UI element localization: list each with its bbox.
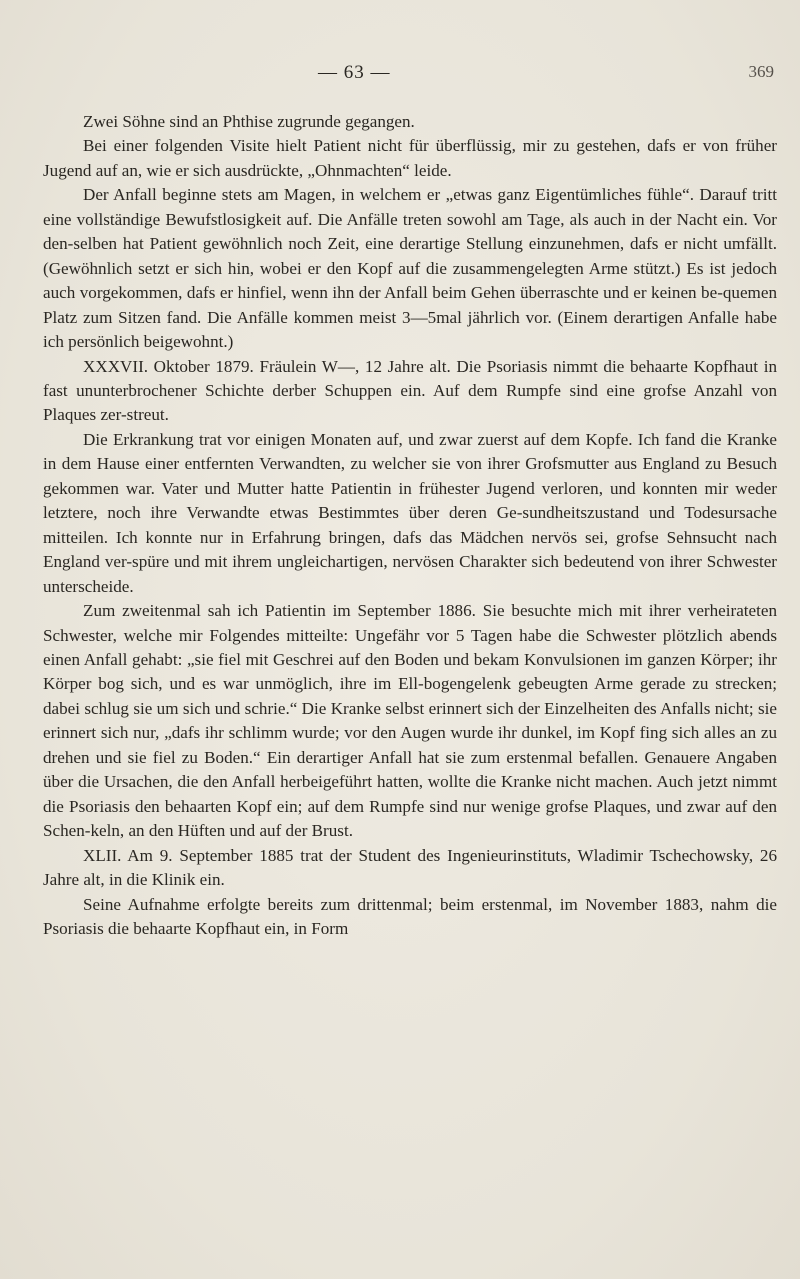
paragraph: Der Anfall beginne stets am Magen, in welchem er „etwas ganz Eigentümliches fühle“. Darauf tritt eine vollständige Bewufstlosigkeit auf. Die Anfälle treten sowohl am Tage, als auch in der Nacht ein. Vor den-selben hat Patient gewöhnlich noch Zeit, eine derartige Stellung einzunehmen, dafs er nicht umfällt. (Gewöhnlich setzt er sich hin, wobei er den Kopf auf die zusammengelegten Arme stützt.) Es ist jedoch auch vorgekommen, dafs er hinfiel, wenn ihn der Anfall beim Gehen überraschte und er keinen be-quemen Platz zum Sitzen fand. Die Anfälle kommen meist 3—5mal jährlich vor. (Einem derartigen Anfalle habe ich persönlich beigewohnt.) xyxy=(43,185,777,352)
paragraph: Seine Aufnahme erfolgte bereits zum drittenmal; beim erstenmal, im November 1883, nahm die Psoriasis die behaarte Kopfhaut ein, in Form xyxy=(43,894,777,938)
paragraph: XLII. Am 9. September 1885 trat der Student des Ingenieurinstituts, Wladimir Tschechowsky, 26 Jahre alt, in die Klinik ein. xyxy=(43,845,777,890)
paragraph: Die Erkrankung trat vor einigen Monaten auf, und zwar zuerst auf dem Kopfe. Ich fand die Kranke in dem Hause einer entfernten Verwandten, zu welcher sie von ihrer Grofsmutter aus England zu Besuch gekommen war. Vater und Mutter hatte Patientin in frühester Jugend verloren, und konnten mir weder letztere, noch ihre Verwandte etwas Bestimmtes über deren Ge-sundheitszustand und Todesursache mitteilen. Ich konnte nur in Erfahrung bringen, dafs das Mädchen nervös sei, grofse Sehnsucht nach England ver-spüre und mit ihrem ungleichartigen, nervösen Charakter sich bedeutend von ihrer Schwester unterscheide. xyxy=(43,429,777,596)
page-number: — 63 — xyxy=(318,62,391,83)
paragraph: Zwei Söhne sind an Phthise zugrunde gegangen. xyxy=(83,112,415,131)
paragraph: Bei einer folgenden Visite hielt Patient nicht für überflüssig, mir zu gestehen, dafs er von früher Jugend auf an, wie er sich ausdrückte, „Ohnmachten“ leide. xyxy=(43,136,777,180)
body-text xyxy=(43,110,777,941)
paragraph: XXXVII. Oktober 1879. Fräulein W—, 12 Jahre alt. Die Psoriasis nimmt die behaarte Kopfhaut in fast ununterbrochener Schichte derber Schuppen ein. Auf dem Rumpfe sind eine grofse Anzahl von Plaques zer-streut. xyxy=(43,356,777,425)
original-page-number: 369 xyxy=(748,62,774,81)
paragraph: Zum zweitenmal sah ich Patientin im September 1886. Sie besuchte mich mit ihrer verheirateten Schwester, welche mir Folgendes mitteilte: Ungefähr vor 5 Tagen habe die Schwester plötzlich abends einen Anfall gehabt: „sie fiel mit Geschrei auf den Boden und bekam Konvulsionen im ganzen Körper; ihr Körper bog sich, und es war unmöglich, ihre im Ell-bogengelenk gebeugten Arme gerade zu strecken; dabei schlug sie um sich und schrie.“ Die Kranke selbst erinnert sich der Einzelheiten des Anfalls nicht; sie erinnert sich nur, „dafs ihr schlimm wurde; vor den Augen wurde ihr dunkel, im Kopf fing sich alles an zu drehen und sie fiel zu Boden.“ Ein derartiger Anfall hat sie zum erstenmal befallen. Genauere Angaben über die Ursachen, die den Anfall herbeigeführt hatten, wollte die Kranke nicht machen. Auch jetzt nimmt die Psoriasis den behaarten Kopf ein; auf dem Rumpfe sind nur wenige grofse Plaques, und zwar auf den Schen-keln, an den Hüften und auf der Brust. xyxy=(43,601,777,841)
